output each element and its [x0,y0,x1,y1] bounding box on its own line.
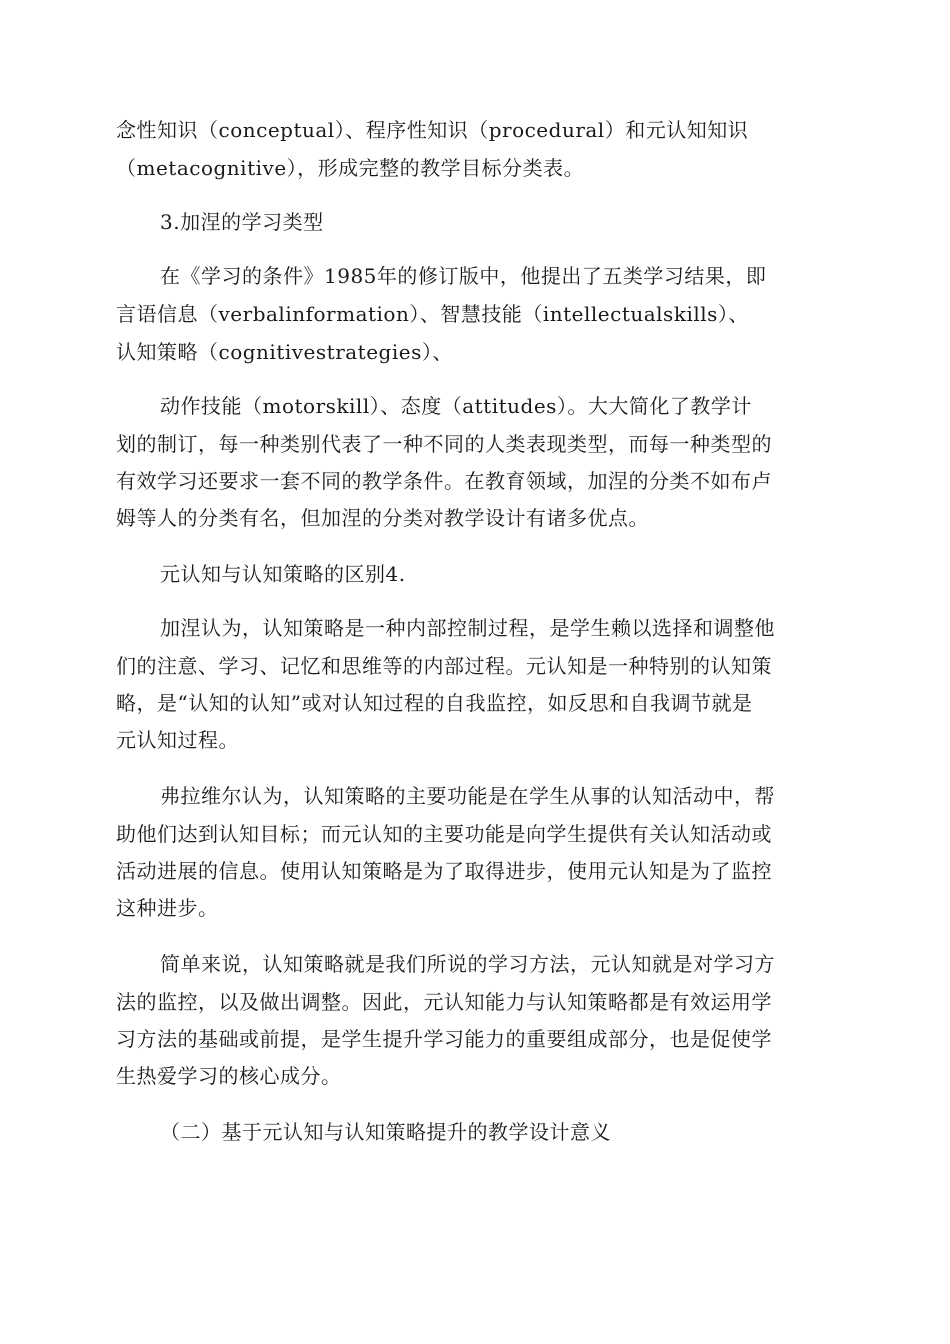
paragraph-line: 助他们达到认知目标；而元认知的主要功能是向学生提供有关认知活动或 [116,822,772,846]
paragraph-line: 略，是“认知的认知”或对认知过程的自我监控，如反思和自我调节就是 [116,691,753,715]
section-heading: 元认知与认知策略的区别4. [160,562,406,586]
paragraph-line: 言语信息（verbalinformation）、智慧技能（intellectualskills）、 [116,302,749,326]
paragraph-line: 习方法的基础或前提，是学生提升学习能力的重要组成部分，也是促使学 [116,1027,772,1051]
paragraph-line: 元认知过程。 [116,728,239,752]
paragraph-line: 这种进步。 [116,896,219,920]
paragraph-line: 法的监控，以及做出调整。因此，元认知能力与认知策略都是有效运用学 [116,990,772,1014]
paragraph-line: 在《学习的条件》1985年的修订版中，他提出了五类学习结果，即 [160,264,767,288]
paragraph-line: 认知策略（cognitivestrategies）、 [116,340,453,364]
paragraph-line: 划的制订，每一种类别代表了一种不同的人类表现类型，而每一种类型的 [116,432,772,456]
paragraph-line: 姆等人的分类有名，但加涅的分类对教学设计有诸多优点。 [116,506,649,530]
paragraph-line: 们的注意、学习、记忆和思维等的内部过程。元认知是一种特别的认知策 [116,654,772,678]
paragraph-line: 活动进展的信息。使用认知策略是为了取得进步，使用元认知是为了监控 [116,859,772,883]
paragraph-line: 有效学习还要求一套不同的教学条件。在教育领域，加涅的分类不如布卢 [116,469,772,493]
paragraph-line: 加涅认为，认知策略是一种内部控制过程，是学生赖以选择和调整他 [160,616,775,640]
paragraph-line: （metacognitive），形成完整的教学目标分类表。 [116,156,585,180]
section-heading: （二）基于元认知与认知策略提升的教学设计意义 [160,1120,611,1144]
paragraph-line: 弗拉维尔认为，认知策略的主要功能是在学生从事的认知活动中，帮 [160,784,775,808]
paragraph-line: 念性知识（conceptual）、程序性知识（procedural）和元认知知识 [116,118,749,142]
paragraph-line: 生热爱学习的核心成分。 [116,1064,342,1088]
paragraph-line: 简单来说，认知策略就是我们所说的学习方法，元认知就是对学习方 [160,952,775,976]
section-heading: 3.加涅的学习类型 [160,210,324,234]
paragraph-line: 动作技能（motorskill）、态度（attitudes）。大大简化了教学计 [160,394,752,418]
